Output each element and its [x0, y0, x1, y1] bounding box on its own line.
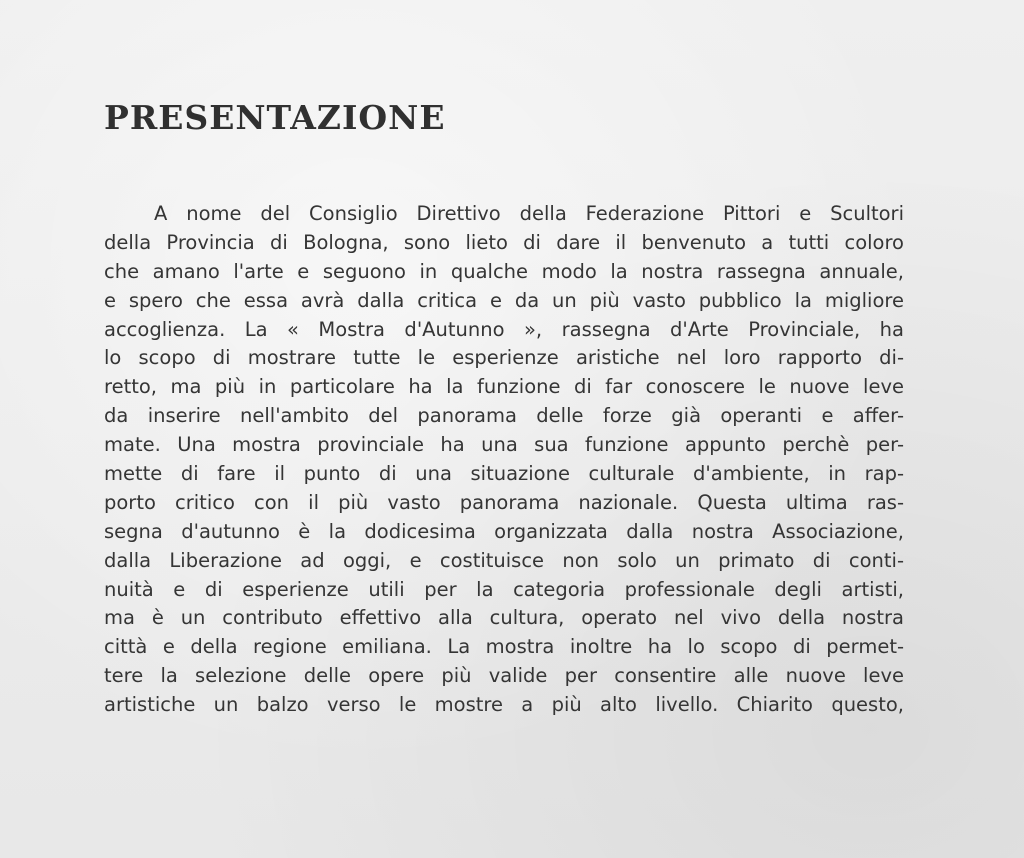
text-line: porto critico con il più vasto panorama nazionale. Questa ultima ras-: [104, 490, 904, 514]
text-line: della Provincia di Bologna, sono lieto di dare il benvenuto a tutti coloro: [104, 230, 904, 254]
text-line: mate. Una mostra provinciale ha una sua funzione appunto perchè per-: [104, 433, 904, 457]
text-line: città e della regione emiliana. La mostra inoltre ha lo scopo di permet-: [104, 635, 904, 659]
text-line: che amano l'arte e seguono in qualche modo la nostra rassegna annuale,: [104, 259, 904, 283]
text-line: artistiche un balzo verso le mostre a più alto livello. Chiarito questo,: [104, 693, 904, 717]
text-line: retto, ma più in particolare ha la funzione di far conoscere le nuove leve: [104, 375, 904, 399]
text-line: e spero che essa avrà dalla critica e da un più vasto pubblico la migliore: [104, 288, 904, 312]
text-line: tere la selezione delle opere più valide per consentire alle nuove leve: [104, 664, 904, 688]
text-line: lo scopo di mostrare tutte le esperienze aristiche nel loro rapporto di-: [104, 346, 904, 370]
text-line: dalla Liberazione ad oggi, e costituisce non solo un primato di conti-: [104, 548, 904, 572]
text-line: segna d'autunno è la dodicesima organizzata dalla nostra Associazione,: [104, 519, 904, 543]
text-line: accoglienza. La « Mostra d'Autunno », rassegna d'Arte Provinciale, ha: [104, 317, 904, 341]
text-line: da inserire nell'ambito del panorama delle forze già operanti e affer-: [104, 404, 904, 428]
body-paragraph: [104, 200, 904, 720]
text-line: A nome del Consiglio Direttivo della Federazione Pittori e Scultori: [154, 202, 904, 225]
text-line: ma è un contributo effettivo alla cultura, operato nel vivo della nostra: [104, 606, 904, 630]
text-line: mette di fare il punto di una situazione culturale d'ambiente, in rap-: [104, 462, 904, 486]
text-line: nuità e di esperienze utili per la categoria professionale degli artisti,: [104, 577, 904, 601]
page-title: PRESENTAZIONE: [104, 98, 446, 137]
